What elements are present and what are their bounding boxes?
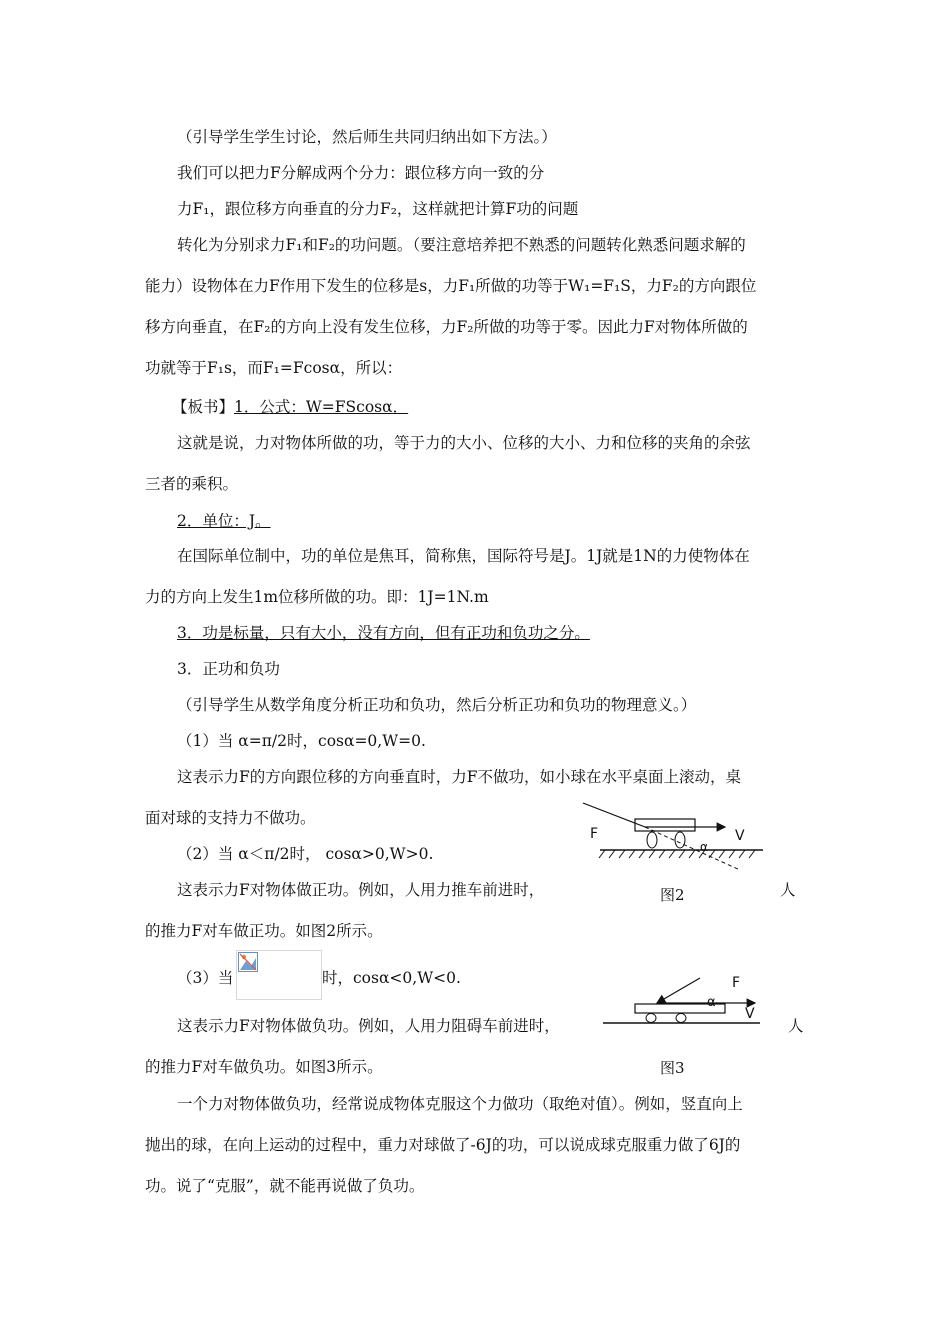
fig2-velocity-label: V <box>735 828 745 844</box>
ground-hatch <box>599 850 755 858</box>
paragraph-ball-example: 抛出的球，在向上运动的过程中，重力对球做了-6J的功，可以说成球克服重力做了6J的 <box>145 1136 741 1154</box>
figure-3-caption: 图3 <box>660 1059 685 1077</box>
paragraph-negative-work-tail: 人 <box>788 1017 804 1035</box>
fig3-wheel-right <box>676 1014 686 1023</box>
fig3-velocity-label: V <box>745 1006 755 1022</box>
fig3-force-label: F <box>732 975 741 991</box>
figure-3-diagram <box>595 968 775 1033</box>
paragraph-decompose: 我们可以把力F分解成两个分力：跟位移方向一致的分 <box>177 164 545 182</box>
paragraph-si-unit: 在国际单位制中，功的单位是焦耳，简称焦，国际符号是J。1J就是1N的力使物体在 <box>177 547 750 565</box>
paragraph-intro: （引导学生学生讨论，然后师生共同归纳出如下方法。） <box>177 128 557 146</box>
force-line <box>583 803 645 827</box>
paragraph-negative-work: 这表示力F对物体做负功。例如，人用力阻碍车前进时， <box>177 1017 560 1035</box>
paragraph-guide: （引导学生从数学角度分析正功和负功，然后分析正功和负功的物理意义。） <box>177 696 697 714</box>
paragraph-overcome: 一个力对物体做负功，经常说成物体克服这个力做功（取绝对值）。例如，竖直向上 <box>177 1095 743 1113</box>
paragraph-work-f2: 移方向垂直，在F₂的方向上没有发生位移，力F₂所做的功等于零。因此力F对物体所做的 <box>145 318 748 336</box>
paragraph-conclusion: 功。说了“克服”，就不能再说做了负功。 <box>145 1177 425 1195</box>
scalar-statement: 3．功是标量，只有大小，没有方向，但有正功和负功之分。 <box>177 624 590 642</box>
paragraph-positive-work: 这表示力F对物体做正功。例如，人用力推车前进时， <box>177 881 545 899</box>
case-3-suffix: 时，cosα<0,W<0. <box>322 969 461 987</box>
blackboard-formula-line <box>172 397 408 417</box>
paragraph-joule: 力的方向上发生1m位移所做的功。即：1J=1N.m <box>145 588 489 606</box>
cart-wheel-right <box>675 832 685 848</box>
case-3-prefix: （3）当 <box>177 969 234 987</box>
section-heading-positive-negative: 3．正功和负功 <box>177 660 280 678</box>
blackboard-label: 【板书】 <box>172 398 235 416</box>
cart-body <box>635 819 695 831</box>
figure-2-caption: 图2 <box>660 886 685 904</box>
force-extension-dashed <box>645 827 740 870</box>
paragraph-components: 力F₁，跟位移方向垂直的分力F₂，这样就把计算F功的问题 <box>177 200 579 218</box>
fig3-wheel-left <box>646 1014 656 1023</box>
paragraph-support-force: 面对球的支持力不做功。 <box>145 809 316 827</box>
fig2-force-label: F <box>590 826 599 842</box>
case-2: （2）当 α＜π/2时， cosα>0,W>0. <box>177 845 434 863</box>
case-1: （1）当 α=π/2时，cosα=0,W=0. <box>177 732 426 750</box>
paragraph-perpendicular: 这表示力F的方向跟位移的方向垂直时，力F不做功，如小球在水平桌面上滚动，桌 <box>177 768 742 786</box>
paragraph-meaning: 这就是说，力对物体所做的功，等于力的大小、位移的大小、力和位移的夹角的余弦 <box>177 434 751 452</box>
inline-formula-image <box>236 950 322 1000</box>
paragraph-so: 功就等于F₁s，而F₁=Fcosα，所以： <box>145 359 403 377</box>
figure-2-diagram <box>575 795 775 885</box>
work-formula: 1．公式：W=FScosα． <box>234 398 409 416</box>
cart-wheel-left <box>647 832 657 848</box>
fig3-force-arrow <box>657 978 700 1003</box>
paragraph-fig3-ref: 的推力F对车做负功。如图3所示。 <box>145 1058 383 1076</box>
paragraph-positive-work-tail: 人 <box>780 881 796 899</box>
unit-heading: 2．单位：J。 <box>177 512 271 530</box>
paragraph-convert: 转化为分别求力F₁和F₂的功问题。（要注意培养把不熟悉的问题转化熟悉问题求解的 <box>177 236 746 254</box>
broken-image-icon <box>238 952 258 972</box>
paragraph-work-f1: 能力）设物体在力F作用下发生的位移是s，力F₁所做的功等于W₁=F₁S，力F₂的方向跟位 <box>145 277 757 295</box>
fig2-angle-label: α <box>700 840 708 854</box>
paragraph-product: 三者的乘积。 <box>145 475 239 493</box>
fig3-angle-label: α <box>707 995 716 1010</box>
paragraph-fig2-ref: 的推力F对车做正功。如图2所示。 <box>145 922 383 940</box>
